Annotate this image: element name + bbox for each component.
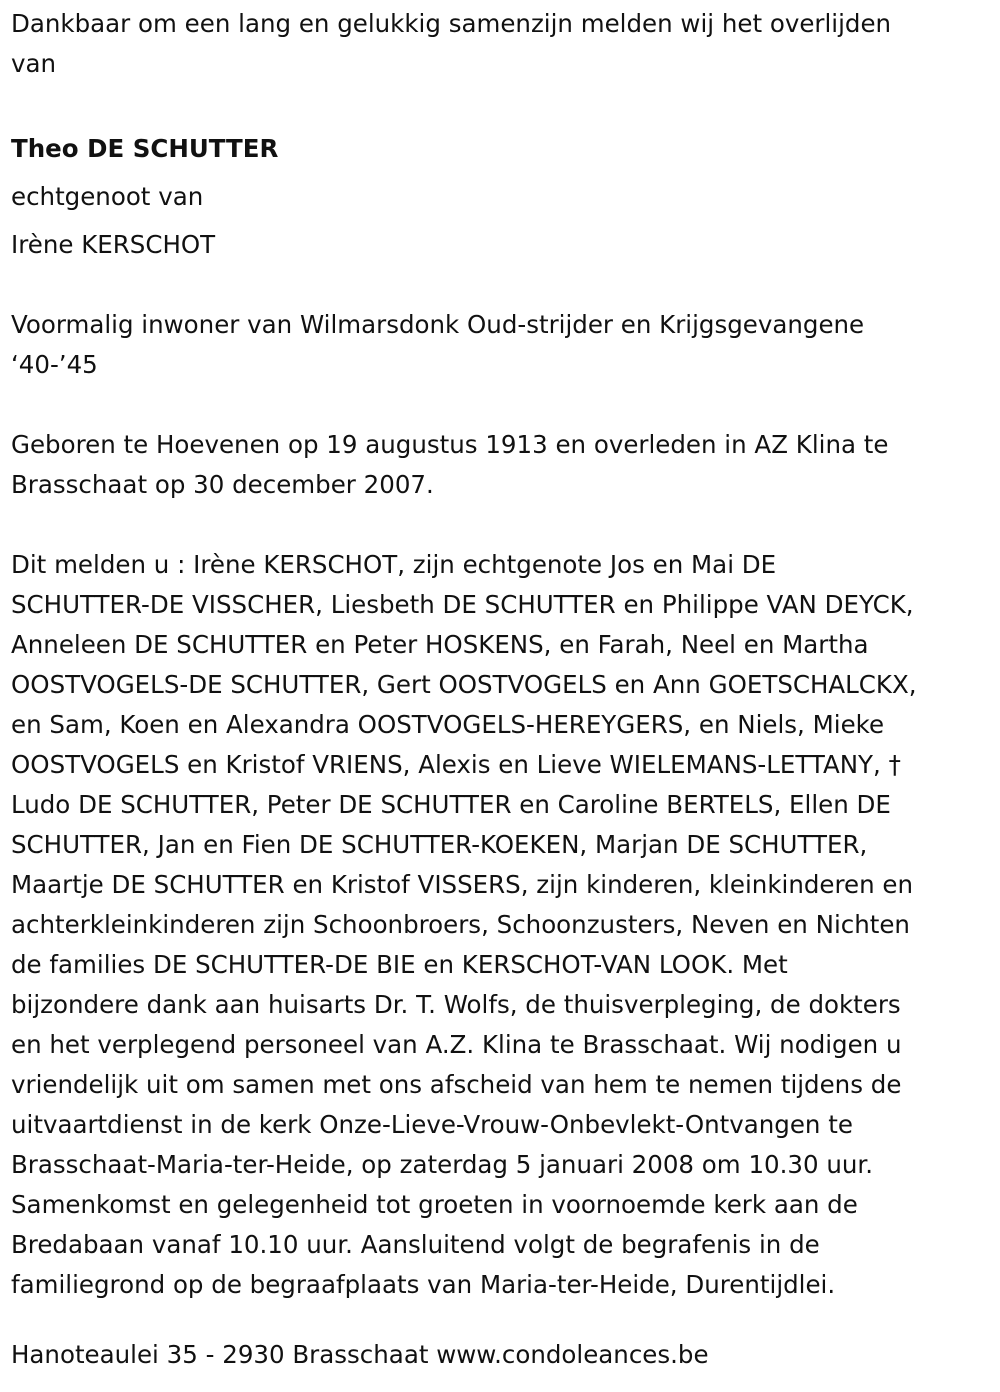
family-line: Brasschaat-Maria-ter-Heide, op zaterdag 5 januari 2008 om 10.30 uur. [11,1150,874,1179]
family-line: Ludo DE SCHUTTER, Peter DE SCHUTTER en Caroline BERTELS, Ellen DE [11,790,891,819]
family-line: vriendelijk uit om samen met ons afscheid van hem te nemen tijdens de [11,1070,902,1099]
birth-death-line: Brasschaat op 30 december 2007. [11,470,434,499]
family-line: SCHUTTER-DE VISSCHER, Liesbeth DE SCHUTTER en Philippe VAN DEYCK, [11,590,914,619]
intro-line: Dankbaar om een lang en gelukkig samenzijn melden wij het overlijden [11,9,892,38]
family-line: familiegrond op de begraafplaats van Maria-ter-Heide, Durentijdlei. [11,1270,836,1299]
family-line: bijzondere dank aan huisarts Dr. T. Wolfs, de thuisverpleging, de dokters [11,990,901,1019]
spouse-name: Irène KERSCHOT [11,230,216,259]
spouse-prefix: echtgenoot van [11,182,204,211]
family-line: Maartje DE SCHUTTER en Kristof VISSERS, zijn kinderen, kleinkinderen en [11,870,914,899]
intro-line: van [11,49,57,78]
residence-paragraph [11,305,991,385]
family-line: OOSTVOGELS en Kristof VRIENS, Alexis en Lieve WIELEMANS-LETTANY, † [11,750,901,779]
footer-address: Hanoteaulei 35 - 2930 Brasschaat www.condoleances.be [11,1340,709,1369]
family-line: SCHUTTER, Jan en Fien DE SCHUTTER-KOEKEN, Marjan DE SCHUTTER, [11,830,868,859]
family-line: uitvaartdienst in de kerk Onze-Lieve-Vrouw-Onbevlekt-Ontvangen te [11,1110,853,1139]
family-line: Bredabaan vanaf 10.10 uur. Aansluitend volgt de begrafenis in de [11,1230,820,1259]
family-line: en het verplegend personeel van A.Z. Klina te Brasschaat. Wij nodigen u [11,1030,902,1059]
residence-line: Voormalig inwoner van Wilmarsdonk Oud-strijder en Krijgsgevangene [11,310,865,339]
family-line: Anneleen DE SCHUTTER en Peter HOSKENS, en Farah, Neel en Martha [11,630,869,659]
deceased-block [11,129,991,265]
family-line: achterkleinkinderen zijn Schoonbroers, Schoonzusters, Neven en Nichten [11,910,910,939]
intro-paragraph [11,4,991,84]
family-line: OOSTVOGELS-DE SCHUTTER, Gert OOSTVOGELS en Ann GOETSCHALCKX, [11,670,917,699]
obituary-notice [11,0,991,1375]
family-line: de families DE SCHUTTER-DE BIE en KERSCHOT-VAN LOOK. Met [11,950,788,979]
family-line: en Sam, Koen en Alexandra OOSTVOGELS-HEREYGERS, en Niels, Mieke [11,710,885,739]
deceased-name: Theo DE SCHUTTER [11,134,279,163]
family-line: Samenkomst en gelegenheid tot groeten in voornoemde kerk aan de [11,1190,858,1219]
family-paragraph [11,545,991,1305]
residence-line: ‘40-’45 [11,350,98,379]
birth-death-line: Geboren te Hoevenen op 19 augustus 1913 en overleden in AZ Klina te [11,430,889,459]
birth-death-paragraph [11,425,991,505]
family-line: Dit melden u : Irène KERSCHOT, zijn echtgenote Jos en Mai DE [11,550,777,579]
